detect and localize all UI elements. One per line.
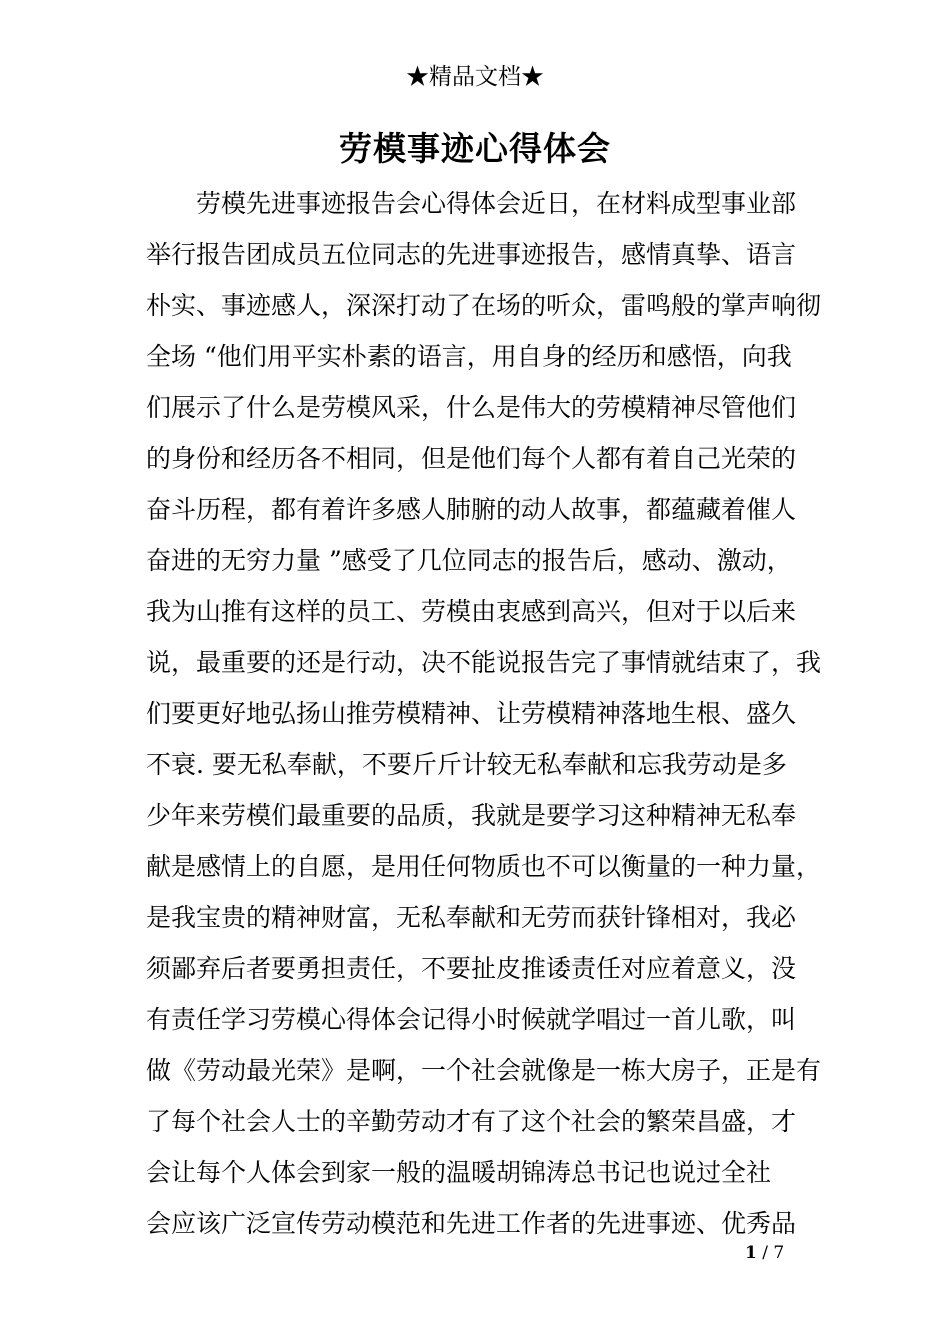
paragraph-line: 有责任学习劳模心得体会记得小时候就学唱过一首儿歌，叫 [146, 1005, 797, 1034]
paragraph-line: 劳模先进事迹报告会心得体会近日，在材料成型事业部 [196, 189, 797, 218]
paragraph-line: 举行报告团成员五位同志的先进事迹报告，感情真挚、语言 [146, 240, 797, 269]
paragraph-line: 们展示了什么是劳模风采，什么是伟大的劳模精神尽管他们 [146, 393, 797, 422]
paragraph-line: 献是感情上的自愿，是用任何物质也不可以衡量的一种力量， [146, 852, 822, 881]
paragraph-line: 须鄙弃后者要勇担责任，不要扯皮推诿责任对应着意义，没 [146, 954, 797, 983]
page-number-total: 7 [773, 1243, 785, 1263]
paragraph-line: 奋斗历程，都有着许多感人肺腑的动人故事，都蕴藏着催人 [146, 495, 797, 524]
paragraph-line: 我为山推有这样的员工、劳模由衷感到高兴，但对于以后来 [146, 597, 797, 626]
paragraph-line: 说，最重要的还是行动，决不能说报告完了事情就结束了，我 [146, 648, 822, 677]
paragraph-line: 少年来劳模们最重要的品质，我就是要学习这种精神无私奉 [146, 801, 797, 830]
paragraph-line: 是我宝贵的精神财富，无私奉献和无劳而获针锋相对，我必 [146, 903, 797, 932]
paragraph-line: 做《劳动最光荣》是啊，一个社会就像是一栋大房子，正是有 [146, 1056, 822, 1085]
paragraph-line: 不衰. 要无私奉献，不要斤斤计较无私奉献和忘我劳动是多 [146, 750, 787, 779]
paragraph-line: 了每个社会人士的辛勤劳动才有了这个社会的繁荣昌盛，才 [146, 1107, 797, 1136]
page-number [745, 1241, 784, 1265]
page-number-separator: / [756, 1243, 774, 1263]
paragraph-line: 会让每个人体会到家一般的温暖胡锦涛总书记也说过全社 [146, 1158, 772, 1187]
paragraph-line: 全场 “他们用平实朴素的语言，用自身的经历和感悟，向我 [146, 342, 792, 371]
paragraph-line: 们要更好地弘扬山推劳模精神、让劳模精神落地生根、盛久 [146, 699, 797, 728]
page-number-current: 1 [745, 1243, 757, 1263]
paragraph-line: 奋进的无穷力量 ”感受了几位同志的报告后，感动、激动， [146, 546, 792, 575]
page-header: ★精品文档★ [406, 64, 544, 90]
document-title: 劳模事迹心得体会 [339, 129, 611, 168]
body-paragraph [146, 178, 822, 1249]
paragraph-line: 朴实、事迹感人，深深打动了在场的听众，雷鸣般的掌声响彻 [146, 291, 822, 320]
paragraph-line: 会应该广泛宣传劳动模范和先进工作者的先进事迹、优秀品 [146, 1209, 797, 1238]
paragraph-line: 的身份和经历各不相同，但是他们每个人都有着自己光荣的 [146, 444, 797, 473]
